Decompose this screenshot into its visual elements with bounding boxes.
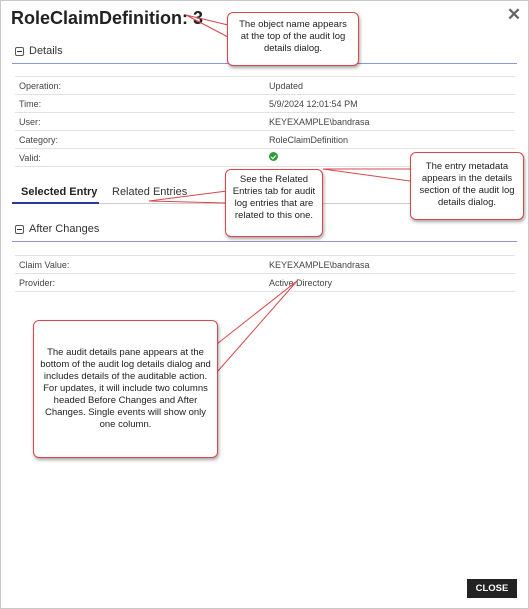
table-row [15, 274, 515, 292]
row-value: Active Directory [269, 278, 333, 288]
row-value: RoleClaimDefinition [269, 135, 349, 145]
close-button[interactable]: CLOSE [467, 579, 517, 598]
table-row [15, 95, 515, 113]
callout-audit-pane: The audit details pane appears at the bottom of the audit log details dialog and includes details of the auditable action. For updates, it will include two columns headed Before Changes and After Changes. Single events will show only one column. [33, 320, 218, 458]
callout-related-entries: See the Related Entries tab for audit log entries that are related to this one. [225, 169, 323, 237]
check-circle-icon [269, 152, 278, 161]
row-value: 5/9/2024 12:01:54 PM [269, 99, 358, 109]
row-label: Operation: [19, 81, 62, 91]
table-row [15, 77, 515, 95]
after-changes-header-label: After Changes [29, 223, 100, 235]
dialog-title: RoleClaimDefinition: 3 [11, 8, 204, 28]
row-label: Claim Value: [19, 260, 70, 270]
active-tab-indicator [12, 202, 99, 204]
table-row [15, 256, 515, 274]
collapse-icon[interactable] [15, 225, 24, 234]
row-label: Time: [19, 99, 42, 109]
table-row [15, 113, 515, 131]
tab-related-entries[interactable]: Related Entries [112, 186, 188, 198]
row-label: Category: [19, 135, 59, 145]
collapse-icon[interactable] [15, 47, 24, 56]
table-row [15, 131, 515, 149]
callout-metadata: The entry metadata appears in the details section of the audit log details dialog. [410, 152, 524, 220]
details-header-label: Details [29, 45, 63, 57]
row-label: User: [19, 117, 41, 127]
after-changes-divider [12, 241, 517, 242]
row-label: Valid: [19, 153, 41, 163]
callout-pointer-audit-pane [208, 281, 297, 371]
row-label: Provider: [19, 278, 56, 288]
callout-object-name: The object name appears at the top of the audit log details dialog. [227, 12, 359, 66]
row-value: Updated [269, 81, 304, 91]
details-section-header[interactable] [15, 45, 63, 57]
row-value: KEYEXAMPLE\bandrasa [269, 260, 370, 270]
callout-pointer-metadata [323, 169, 410, 181]
tab-selected-entry[interactable]: Selected Entry [21, 186, 98, 198]
after-changes-section-header[interactable] [15, 223, 99, 235]
close-icon[interactable]: ✕ [506, 5, 522, 24]
row-value: KEYEXAMPLE\bandrasa [269, 117, 370, 127]
